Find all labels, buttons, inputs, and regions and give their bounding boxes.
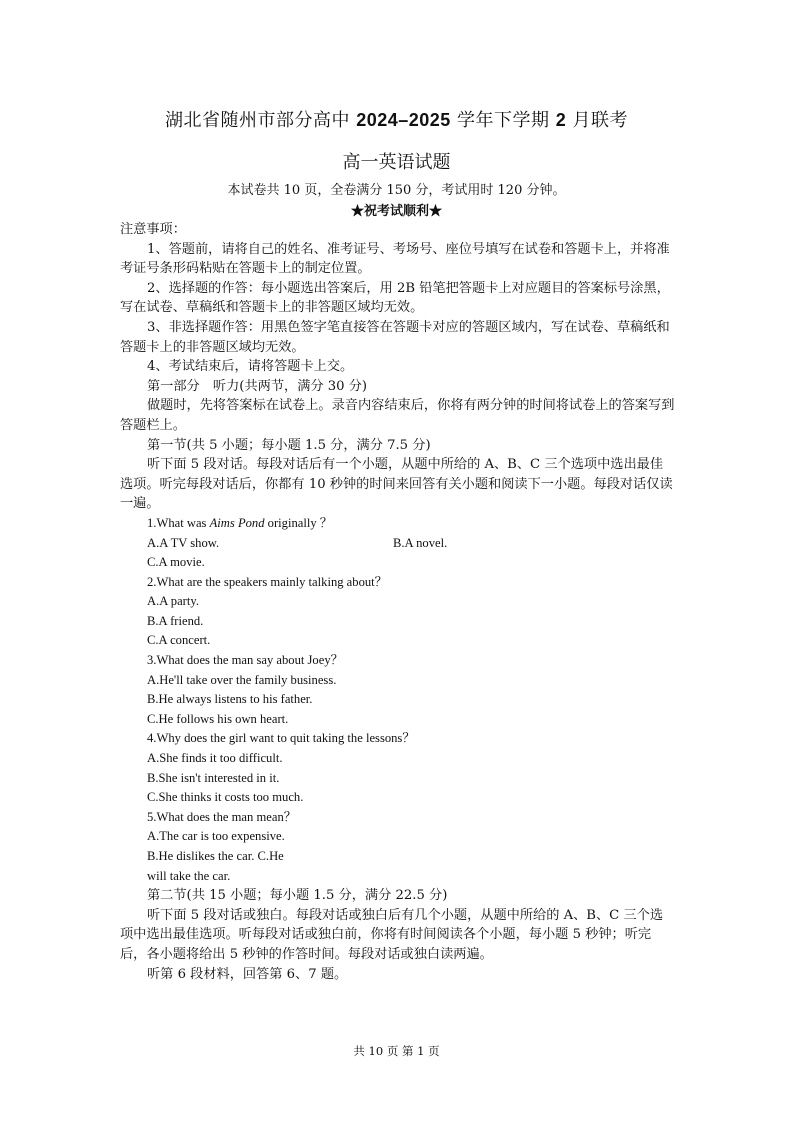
title-term: 学年下学期 xyxy=(450,110,556,131)
option-4a: A.She finds it too difficult. xyxy=(147,751,283,766)
option-4c: C.She thinks it costs too much. xyxy=(147,790,304,805)
option-5a: A.The car is too expensive. xyxy=(147,829,285,844)
section2-intro: 听下面 5 段对话或独白。每段对话或独白后有几个小题，从题中所给的 A、B、C 三个选项中选出最佳选项。听每段对话或独白前，你将有时间阅读各个小题，每小题 5 秒钟；听完后，各小题将给出 5 秒钟的作答时间。每段对话或独白读两遍。 xyxy=(120,907,664,962)
section1-intro: 听下面 5 段对话。每段对话后有一个小题，从题中所给的 A、B、C 三个选项中选出最佳选项。听完每段对话后，你都有 10 秒钟的时间来回答有关小题和阅读下一小题。每段对话仅读一遍。 xyxy=(120,457,673,512)
option-1a: A.A TV show. xyxy=(147,535,220,550)
option-3b: B.He always listens to his father. xyxy=(147,692,313,707)
question-5: 5.What does the man mean？ xyxy=(147,809,297,824)
title-school: 湖北省随州市部分高中 xyxy=(164,110,357,131)
option-5b: B.He dislikes the car. C.He xyxy=(147,849,284,863)
question-1-title: Aims Pond xyxy=(209,515,265,530)
option-4b: B.She isn't interested in it. xyxy=(147,770,280,785)
exam-body xyxy=(120,220,676,984)
option-2b: B.A friend. xyxy=(147,613,204,628)
question-1-end: originally ？ xyxy=(264,515,333,530)
notice-item-3: 3、非选择题作答：用黑色签字笔直接答在答题卡对应的答题区域内，写在试卷、草稿纸和答题卡上的非答题区域均无效。 xyxy=(120,319,670,355)
option-1b: B.A novel. xyxy=(393,535,448,550)
option-5c: will take the car. xyxy=(147,868,231,883)
question-1 xyxy=(120,514,676,534)
exam-subtitle: 高一英语试题 xyxy=(342,152,451,173)
question-4: 4.Why does the girl want to quit taking the lessons？ xyxy=(147,731,415,746)
option-2c: C.A concert. xyxy=(147,633,211,648)
page-footer: 共 10 页 第 1 页 xyxy=(353,1044,440,1058)
option-3a: A.He'll take over the family business. xyxy=(147,672,337,687)
section2-heading: 第二节(共 15 小题；每小题 1.5 分，满分 22.5 分) xyxy=(147,888,448,904)
exam-info: 本试卷共 10 页，全卷满分 150 分，考试用时 120 分钟。 xyxy=(227,183,566,198)
part1-heading: 第一部分 听力(共两节，满分 30 分) xyxy=(147,378,368,394)
question-1-text: 1.What was xyxy=(147,515,210,530)
section2-listen6: 听第 6 段材料，回答第 6、7 题。 xyxy=(147,966,348,982)
question-2: 2.What are the speakers mainly talking about？ xyxy=(147,574,388,589)
question-3: 3.What does the man say about Joey？ xyxy=(147,653,344,668)
title-exam: 月联考 xyxy=(566,110,629,131)
option-3c: C.He follows his own heart. xyxy=(147,711,289,726)
option-2a: A.A party. xyxy=(147,594,199,609)
page-title xyxy=(0,106,793,132)
notice-item-4: 4、考试结束后，请将答题卡上交。 xyxy=(147,359,354,375)
title-month: 2 xyxy=(555,110,567,130)
notice-item-2: 2、选择题的作答：每小题选出答案后，用 2B 铅笔把答题卡上对应题目的答案标号涂黑，写在试卷、草稿纸和答题卡上的非答题区域均无效。 xyxy=(120,280,670,316)
notice-item-1: 1、答题前，请将自己的姓名、准考证号、考场号、座位号填写在试卷和答题卡上，并将准考证号条形码粘贴在答题卡上的制定位置。 xyxy=(120,241,670,277)
question-1-options xyxy=(120,534,676,554)
title-year: 2024–2025 xyxy=(356,110,451,130)
exam-wish: ★祝考试顺利★ xyxy=(350,204,442,219)
option-1c: C.A movie. xyxy=(147,555,205,570)
section1-heading: 第一节(共 5 小题；每小题 1.5 分，满分 7.5 分) xyxy=(147,437,431,453)
notice-heading: 注意事项： xyxy=(120,222,186,237)
part1-intro: 做题时，先将答案标在试卷上。录音内容结束后，你将有两分钟的时间将试卷上的答案写到答题栏上。 xyxy=(120,398,675,433)
